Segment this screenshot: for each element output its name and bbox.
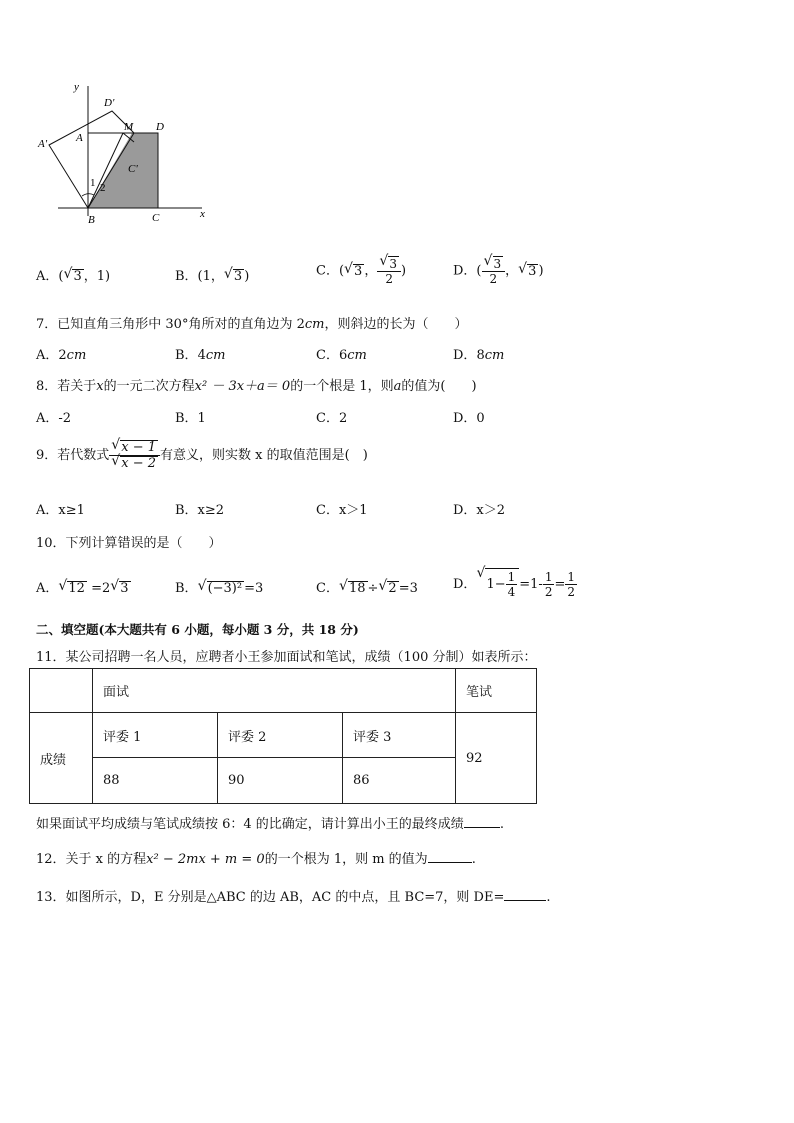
row-label: 成绩 xyxy=(30,713,93,804)
score-2: 90 xyxy=(218,758,343,804)
q7-stem: 7．已知直角三角形中 30°角所对的直角边为 2cm，则斜边的长为（ ） xyxy=(36,317,468,332)
q9-option-b[interactable]: B．x≥2 xyxy=(175,503,225,518)
label-y: y xyxy=(74,81,79,93)
written-score: 92 xyxy=(456,713,537,804)
score-table xyxy=(29,668,537,804)
judge-3: 评委 3 xyxy=(343,713,456,758)
sqrt: √ 3 xyxy=(72,269,83,284)
label-d: D xyxy=(156,121,164,133)
q11-after: 如果面试平均成绩与笔试成绩按 6：4 的比确定，请计算出小王的最终成绩 . xyxy=(36,817,504,832)
q10-option-c[interactable]: C．√ 18 ÷√ 2 =3 xyxy=(316,577,418,596)
q8-stem: 8．若关于x的一元二次方程x² － 3x＋a＝ 0的一个根是 1，则a的值为( ) xyxy=(36,379,477,394)
q7-option-b[interactable]: B．4cm xyxy=(175,348,226,363)
sqrt: √ 3 xyxy=(353,264,364,279)
sqrt: √ 3 xyxy=(527,264,538,279)
header-interview: 面试 xyxy=(93,669,456,713)
label-c-prime: C' xyxy=(128,163,138,175)
header-written: 笔试 xyxy=(456,669,537,713)
answer-blank[interactable] xyxy=(504,900,546,901)
fraction: √ x − 1 √ x − 2 xyxy=(109,440,160,471)
q6-option-c[interactable]: C．(√ 3 ， √ $\frac{3}{2}$ ) xyxy=(316,256,406,286)
q9-option-a[interactable]: A．x≥1 xyxy=(36,503,85,518)
q6-option-d[interactable]: D．( √ $\frac{3}{2}$ ，√ 3 ) xyxy=(453,256,544,286)
label-c: C xyxy=(152,212,160,224)
sqrt: √ 3 xyxy=(233,269,244,284)
q10-option-d[interactable]: D．√ 1− $\frac{1}{4}$ =1- $\frac{1}{2}$ = $\frac{1}{2}$ xyxy=(453,568,577,599)
q6-option-a[interactable]: A．(√ 3 ，1) xyxy=(36,265,110,284)
q9-stem: 9．若代数式 √ x − 1 √ x − 2 有意义，则实数 x 的取值范围是( ) xyxy=(36,440,368,471)
fraction: √ $\frac{3}{2}$ xyxy=(377,256,401,286)
label-angle-1: 1 xyxy=(90,177,96,189)
label-x: x xyxy=(200,208,205,220)
answer-blank[interactable] xyxy=(428,862,472,863)
q13-stem: 13．如图所示，D，E 分别是△ABC 的边 AB，AC 的中点，且 BC=7，则 DE= . xyxy=(36,890,551,905)
q10-option-b[interactable]: B．√ (−3)² =3 xyxy=(175,577,263,596)
q8-option-d[interactable]: D．0 xyxy=(453,411,485,426)
q7-option-a[interactable]: A．2cm xyxy=(36,348,87,363)
score-3: 86 xyxy=(343,758,456,804)
section-2-title: 二、填空题(本大题共有 6 小题，每小题 3 分，共 18 分) xyxy=(36,622,359,637)
label-a-prime: A' xyxy=(38,138,48,150)
q7-option-c[interactable]: C．6cm xyxy=(316,348,367,363)
q10-option-a[interactable]: A．√ 12 =2√ 3 xyxy=(36,577,131,596)
score-1: 88 xyxy=(93,758,218,804)
label-angle-2: 2 xyxy=(100,182,106,194)
judge-2: 评委 2 xyxy=(218,713,343,758)
label-m: M xyxy=(124,121,134,133)
shaded-region xyxy=(88,133,158,208)
q12-stem: 12．关于 x 的方程x² − 2mx + m = 0的一个根为 1，则 m 的值为 . xyxy=(36,852,476,867)
q9-option-c[interactable]: C．x＞1 xyxy=(316,503,368,518)
label-a: A xyxy=(76,132,83,144)
answer-blank[interactable] xyxy=(464,827,500,828)
q6-option-b[interactable]: B．(1，√ 3 ) xyxy=(175,265,249,284)
q8-option-a[interactable]: A．-2 xyxy=(36,411,72,426)
q10-stem: 10．下列计算错误的是（ ） xyxy=(36,536,222,551)
q7-option-d[interactable]: D．8cm xyxy=(453,348,505,363)
label-b: B xyxy=(88,214,95,226)
judge-1: 评委 1 xyxy=(93,713,218,758)
fraction: √ $\frac{3}{2}$ xyxy=(482,256,506,286)
q8-option-b[interactable]: B．1 xyxy=(175,411,206,426)
q8-option-c[interactable]: C．2 xyxy=(316,411,348,426)
q9-option-d[interactable]: D．x＞2 xyxy=(453,503,506,518)
geometry-figure xyxy=(30,78,220,228)
label-d-prime: D' xyxy=(104,97,115,109)
q11-stem: 11．某公司招聘一名人员，应聘者小王参加面试和笔试，成绩（100 分制）如表所示： xyxy=(36,650,537,665)
